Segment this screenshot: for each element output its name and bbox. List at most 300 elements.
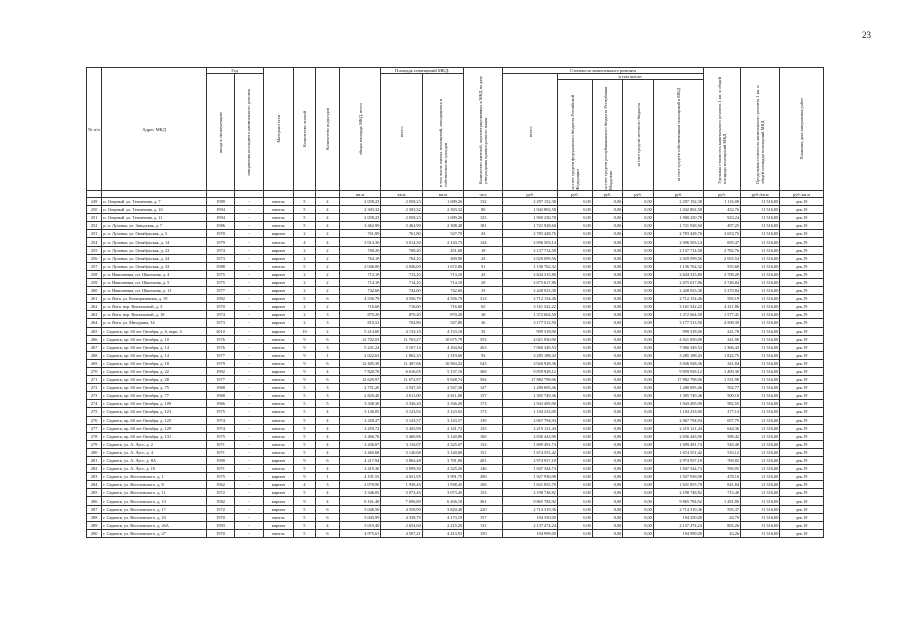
table-row: [87, 311, 824, 319]
table-cell: 3 459,72: [339, 424, 380, 432]
header-fund-local: за счет средств местного бюджета: [623, 80, 654, 191]
table-cell: 3 926 928,36: [653, 359, 703, 367]
table-cell: 1 674 551,42: [503, 448, 558, 456]
table-cell: п. Озерный, ул. Теплячина, д. 7: [102, 198, 207, 206]
table-cell: 0,00: [557, 473, 592, 481]
table-cell: 0,00: [557, 392, 592, 400]
table-row: [87, 408, 824, 416]
table-cell: 3 019,40: [339, 521, 380, 529]
table-cell: 11 316,00: [741, 238, 780, 246]
header-year-commission: ввода в эксплуатацию: [206, 74, 234, 191]
table-cell: 1970: [206, 303, 234, 311]
table-row: [87, 270, 824, 278]
table-cell: 0,00: [592, 367, 623, 375]
table-cell: -: [235, 303, 263, 311]
table-cell: 1988: [206, 262, 234, 270]
table-cell: 1 280 695,46: [653, 384, 703, 392]
table-cell: дек.19: [780, 367, 824, 375]
table-cell: 276: [87, 416, 102, 424]
table-cell: 11 316,00: [741, 392, 780, 400]
table-cell: 2 058,23: [339, 214, 380, 222]
table-row: [87, 303, 824, 311]
table-cell: кирпич: [263, 254, 294, 262]
table-cell: 2 029 099,56: [503, 254, 558, 262]
table-cell: 1970: [206, 529, 234, 537]
header-wall-material: Материал стен: [263, 68, 294, 191]
table-cell: 11 316,00: [741, 521, 780, 529]
table-cell: 2 036 443,90: [653, 432, 703, 440]
table-cell: 1 847 344,74: [503, 465, 558, 473]
table-cell: 1962: [206, 481, 234, 489]
table-cell: 0,00: [557, 287, 592, 295]
table-cell: 0,00: [592, 311, 623, 319]
table-row: [87, 457, 824, 465]
table-cell: 1968: [206, 392, 234, 400]
table-cell: -: [235, 440, 263, 448]
table-cell: г. Саранск, пр. 60 лет Октября, д. 109: [102, 400, 207, 408]
table-cell: дек.19: [780, 254, 824, 262]
table-cell: 201: [464, 457, 503, 465]
table-cell: 0,00: [623, 440, 654, 448]
table-cell: 4: [315, 432, 339, 440]
table-cell: 0,00: [592, 505, 623, 513]
table-cell: 1 042 802,58: [653, 206, 703, 214]
table-cell: 2 046,00: [339, 262, 380, 270]
header-year-overhaul: завершения последнего капитального ремонта: [235, 74, 263, 191]
table-cell: 9 865 784,92: [653, 497, 703, 505]
table-cell: 4 021 830,00: [503, 335, 558, 343]
table-cell: 3 460,68: [339, 448, 380, 456]
table-row: [87, 465, 824, 473]
table-row: [87, 198, 824, 206]
table-cell: дек.19: [780, 287, 824, 295]
table-cell: 4: [294, 481, 316, 489]
table-cell: 11 763,27: [381, 335, 422, 343]
table-cell: 264: [87, 319, 102, 327]
table-cell: г. Саранск, ул. Веселовского, д. 23: [102, 513, 207, 521]
table-cell: 1 631 855,70: [653, 481, 703, 489]
table-cell: -: [235, 424, 263, 432]
table-cell: 0,00: [557, 505, 592, 513]
table-cell: 261: [87, 295, 102, 303]
table-cell: г. Саранск, пр. 60 лет Октября, д. 6, корп. 3: [102, 327, 207, 335]
table-cell: 3 116,07: [381, 440, 422, 448]
table-cell: 2: [315, 270, 339, 278]
table-cell: 1 280 695,46: [503, 384, 558, 392]
table-cell: 249: [87, 198, 102, 206]
table-cell: 502,77: [703, 384, 740, 392]
table-cell: 0,00: [557, 206, 592, 214]
table-cell: 0,00: [557, 367, 592, 375]
table-cell: 1994: [206, 214, 234, 222]
table-cell: 1 943 495,00: [653, 400, 703, 408]
table-cell: 2 714 319,36: [653, 505, 703, 513]
table-row: [87, 367, 824, 375]
table-cell: р. п. Ялга, пер. Вокзальный, д. 18: [102, 311, 207, 319]
table-cell: 194 350,00: [653, 513, 703, 521]
table-cell: 2 974 937,18: [653, 457, 703, 465]
table-cell: панель: [263, 529, 294, 537]
table-cell: 9: [294, 376, 316, 384]
table-cell: дек.19: [780, 513, 824, 521]
table-cell: панель: [263, 408, 294, 416]
table-row: [87, 481, 824, 489]
table-cell: 5 048,50: [339, 505, 380, 513]
table-cell: кирпич: [263, 481, 294, 489]
table-row: [87, 246, 824, 254]
table-cell: -: [235, 343, 263, 351]
table-cell: 0,00: [592, 529, 623, 537]
table-cell: 3 336,20: [381, 400, 422, 408]
table-cell: 923,24: [703, 214, 740, 222]
table-cell: 284: [87, 481, 102, 489]
table-row: [87, 351, 824, 359]
table-cell: 4 975,61: [339, 529, 380, 537]
table-cell: 2: [294, 303, 316, 311]
header-premises-area: Площадь помещений МКД:: [381, 68, 464, 74]
table-cell: 769,82: [703, 457, 740, 465]
table-cell: 11 316,00: [741, 416, 780, 424]
unit-cell: руб.: [623, 191, 654, 198]
table-cell: -: [235, 384, 263, 392]
table-cell: 3 820,40: [422, 505, 463, 513]
table-cell: панель: [263, 432, 294, 440]
table-cell: 3 270,84: [703, 287, 740, 295]
table-cell: 2 712 154,46: [503, 295, 558, 303]
table-cell: кирпич: [263, 505, 294, 513]
table-cell: 4: [315, 497, 339, 505]
table-row: [87, 513, 824, 521]
table-cell: 714,10: [339, 278, 380, 286]
table-cell: 2: [294, 287, 316, 295]
table-cell: 1972: [206, 505, 234, 513]
table-cell: 1 699 491,74: [503, 440, 558, 448]
table-cell: 2 067 794,94: [503, 416, 558, 424]
table-cell: 282: [87, 465, 102, 473]
table-cell: 0,00: [623, 416, 654, 424]
table-cell: дек.19: [780, 457, 824, 465]
table-cell: 4 556,79: [381, 295, 422, 303]
table-cell: 452,76: [703, 206, 740, 214]
unit-cell: [206, 191, 234, 198]
table-cell: -: [235, 432, 263, 440]
table-cell: 11 316,00: [741, 303, 780, 311]
table-cell: 4 191,55: [339, 473, 380, 481]
table-cell: 2 143,73: [422, 238, 463, 246]
table-cell: 547,80: [422, 319, 463, 327]
table-cell: дек.19: [780, 246, 824, 254]
table-cell: 2: [294, 311, 316, 319]
table-cell: 0,00: [557, 359, 592, 367]
table-cell: 2 675 617,86: [503, 278, 558, 286]
table-cell: 269: [87, 359, 102, 367]
table-cell: г. Саранск, ул. Веселовского, д. 27: [102, 529, 207, 537]
capital-repair-table: [86, 67, 824, 538]
table-cell: 2 783 428,76: [653, 230, 703, 238]
table-cell: 11 316,00: [741, 311, 780, 319]
table-cell: 545,40: [703, 440, 740, 448]
table-cell: кирпич: [263, 295, 294, 303]
table-cell: 6: [315, 359, 339, 367]
table-cell: г. Саранск, ул. А. Лусс, д. 8А: [102, 457, 207, 465]
table-cell: 1 822,75: [703, 351, 740, 359]
table-cell: 0,00: [592, 270, 623, 278]
table-row: [87, 440, 824, 448]
table-cell: 0,00: [592, 230, 623, 238]
table-cell: 10 675,79: [422, 335, 463, 343]
table-cell: 2 325,20: [422, 465, 463, 473]
table-cell: 0,00: [623, 392, 654, 400]
table-cell: 2 644 315,80: [653, 270, 703, 278]
table-cell: 4: [315, 206, 339, 214]
table-cell: 1974: [206, 311, 234, 319]
table-cell: 3 140,68: [422, 448, 463, 456]
table-cell: 4 556,79: [422, 295, 463, 303]
table-cell: 0,00: [623, 513, 654, 521]
table-cell: 1 847 344,74: [653, 465, 703, 473]
table-cell: 1 938,45: [422, 481, 463, 489]
unit-cell: [87, 191, 102, 198]
table-cell: 2 137 474,24: [653, 521, 703, 529]
table-cell: 11 316,00: [741, 246, 780, 254]
table-cell: 0,00: [557, 457, 592, 465]
table-cell: 0,00: [557, 270, 592, 278]
table-cell: 0,00: [623, 206, 654, 214]
table-cell: 841,84: [703, 481, 740, 489]
table-cell: 123: [464, 214, 503, 222]
table-cell: 594: [464, 376, 503, 384]
table-cell: 1 136 762,32: [653, 262, 703, 270]
table-cell: дек.19: [780, 489, 824, 497]
table-cell: 1982: [206, 497, 234, 505]
table-cell: 0,00: [623, 359, 654, 367]
table-cell: 1 699 491,74: [653, 440, 703, 448]
table-cell: -: [235, 367, 263, 375]
table-cell: 0,00: [623, 287, 654, 295]
table-cell: кирпич: [263, 287, 294, 295]
table-cell: 1989: [206, 198, 234, 206]
table-cell: 3 466,76: [339, 432, 380, 440]
table-cell: 0,00: [592, 416, 623, 424]
table-cell: 0,00: [592, 457, 623, 465]
table-cell: 543: [464, 359, 503, 367]
table-cell: 0,00: [623, 465, 654, 473]
table-cell: панель: [263, 416, 294, 424]
table-cell: дек.19: [780, 432, 824, 440]
table-row: [87, 295, 824, 303]
table-cell: 1 281,80: [703, 497, 740, 505]
table-cell: 2 137 714,58: [503, 246, 558, 254]
table-cell: панель: [263, 238, 294, 246]
table-cell: 1973: [206, 319, 234, 327]
table-cell: 11 316,00: [741, 376, 780, 384]
table-row: [87, 206, 824, 214]
unit-cell: руб./кв.м: [741, 191, 780, 198]
table-cell: дек.19: [780, 465, 824, 473]
table-cell: 4: [315, 416, 339, 424]
table-cell: панель: [263, 222, 294, 230]
table-cell: 5: [294, 513, 316, 521]
table-cell: 7 696,80: [381, 497, 422, 505]
table-cell: 252: [87, 222, 102, 230]
table-cell: 500,10: [703, 392, 740, 400]
table-cell: 0,00: [623, 367, 654, 375]
table-cell: -: [235, 457, 263, 465]
table-cell: 0,00: [623, 319, 654, 327]
table-cell: 1: [315, 351, 339, 359]
table-cell: 9 859 928,12: [653, 367, 703, 375]
header-cost-group: Стоимость капитального ремонта: [503, 68, 704, 74]
table-cell: 43: [464, 270, 503, 278]
table-cell: 4 021 830,00: [653, 335, 703, 343]
table-cell: 11 316,00: [741, 278, 780, 286]
table-cell: -: [235, 254, 263, 262]
table-cell: -: [235, 351, 263, 359]
table-cell: 1 938,45: [381, 481, 422, 489]
table-cell: 714,10: [381, 278, 422, 286]
table-cell: 80: [464, 206, 503, 214]
table-cell: 0,00: [592, 408, 623, 416]
table-cell: 3 140,05: [339, 408, 380, 416]
table-cell: кирпич: [263, 319, 294, 327]
table-cell: 12 629,97: [339, 376, 380, 384]
table-cell: панель: [263, 351, 294, 359]
table-cell: 3 653,75: [703, 230, 740, 238]
table-cell: 1992: [206, 295, 234, 303]
table-cell: 4: [315, 424, 339, 432]
table-cell: 3 014,30: [339, 238, 380, 246]
table-cell: -: [235, 513, 263, 521]
table-cell: 2 067 794,94: [653, 416, 703, 424]
table-cell: 1 116,08: [703, 198, 740, 206]
table-cell: р. п. Луховка, ул. Октябрьская, д. 14: [102, 238, 207, 246]
table-cell: 1975: [206, 408, 234, 416]
table-cell: кирпич: [263, 270, 294, 278]
table-cell: 36: [464, 319, 503, 327]
table-cell: дек.19: [780, 424, 824, 432]
table-cell: 2 078,90: [339, 481, 380, 489]
table-cell: 10: [294, 327, 316, 335]
table-cell: 4 507,21: [381, 529, 422, 537]
table-cell: 266: [87, 335, 102, 343]
table-cell: -: [235, 489, 263, 497]
table-cell: 588,42: [703, 432, 740, 440]
table-cell: дек.19: [780, 521, 824, 529]
table-cell: 0,00: [592, 448, 623, 456]
table-cell: 2 714 319,36: [503, 505, 558, 513]
table-cell: 657,79: [703, 416, 740, 424]
table-cell: 65: [464, 303, 503, 311]
table-cell: 0,00: [557, 448, 592, 456]
table-cell: 255: [87, 246, 102, 254]
table-cell: 870,20: [381, 311, 422, 319]
table-cell: 2 644 315,80: [503, 270, 558, 278]
table-cell: 18: [464, 246, 503, 254]
table-cell: 0,00: [623, 295, 654, 303]
table-cell: 2: [315, 303, 339, 311]
table-cell: 1 689,26: [422, 214, 463, 222]
table-cell: панель: [263, 384, 294, 392]
table-cell: -: [235, 198, 263, 206]
table-cell: 0,00: [623, 376, 654, 384]
table-cell: -: [235, 400, 263, 408]
table-cell: панель: [263, 513, 294, 521]
unit-cell: руб.: [592, 191, 623, 198]
table-cell: 11 316,00: [741, 367, 780, 375]
table-cell: г. Саранск, ул. А. Лусс, д. 4: [102, 448, 207, 456]
table-cell: 11 316,00: [741, 513, 780, 521]
table-row: [87, 473, 824, 481]
table-cell: панель: [263, 335, 294, 343]
table-row: [87, 489, 824, 497]
table-cell: панель: [263, 424, 294, 432]
table-cell: 3: [315, 311, 339, 319]
table-cell: р. п. Ялга, ул. Мичурина, 34: [102, 319, 207, 327]
table-cell: 0,00: [592, 481, 623, 489]
table-cell: 2: [294, 319, 316, 327]
table-cell: 1975: [206, 278, 234, 286]
table-cell: 377,14: [703, 408, 740, 416]
table-cell: 0,00: [623, 489, 654, 497]
table-cell: 0,00: [623, 400, 654, 408]
table-cell: 2 782,76: [703, 246, 740, 254]
table-cell: 150: [464, 529, 503, 537]
table-cell: дек.19: [780, 335, 824, 343]
table-cell: 2 022,63: [339, 351, 380, 359]
table-cell: 5: [294, 222, 316, 230]
table-cell: 0,00: [623, 432, 654, 440]
table-cell: 5: [294, 392, 316, 400]
table-cell: 9 928,74: [422, 376, 463, 384]
table-cell: 3: [315, 384, 339, 392]
table-cell: 742,60: [422, 287, 463, 295]
table-cell: дек.19: [780, 311, 824, 319]
table-cell: 1966: [206, 400, 234, 408]
table-cell: 5: [294, 295, 316, 303]
table-cell: дек.19: [780, 214, 824, 222]
table-cell: дек.19: [780, 529, 824, 537]
table-cell: 2 137 714,58: [653, 246, 703, 254]
table-cell: 0,00: [623, 384, 654, 392]
table-cell: 11 316,00: [741, 287, 780, 295]
table-cell: 272: [87, 384, 102, 392]
table-row: [87, 521, 824, 529]
table-row: [87, 497, 824, 505]
table-cell: 11 316,00: [741, 408, 780, 416]
table-cell: дек.19: [780, 222, 824, 230]
table-cell: 290: [464, 473, 503, 481]
table-cell: 1 184 233,00: [503, 408, 558, 416]
table-cell: кирпич: [263, 497, 294, 505]
table-cell: 6: [315, 457, 339, 465]
table-cell: 1971: [206, 448, 234, 456]
table-cell: 3 443,90: [381, 424, 422, 432]
table-cell: 0,00: [592, 392, 623, 400]
table-cell: 2: [294, 246, 316, 254]
table-cell: 11 316,00: [741, 489, 780, 497]
table-cell: 0,00: [623, 351, 654, 359]
table-cell: дек.19: [780, 206, 824, 214]
table-cell: 268: [87, 351, 102, 359]
table-cell: 144: [464, 238, 503, 246]
table-cell: 1 372 664,50: [653, 311, 703, 319]
table-cell: 3 746,84: [703, 278, 740, 286]
table-cell: 1977: [206, 376, 234, 384]
table-cell: дек.19: [780, 473, 824, 481]
table-cell: 1979: [206, 238, 234, 246]
table-cell: 2 547,30: [381, 384, 422, 392]
unit-cell: кв.м: [422, 191, 463, 198]
